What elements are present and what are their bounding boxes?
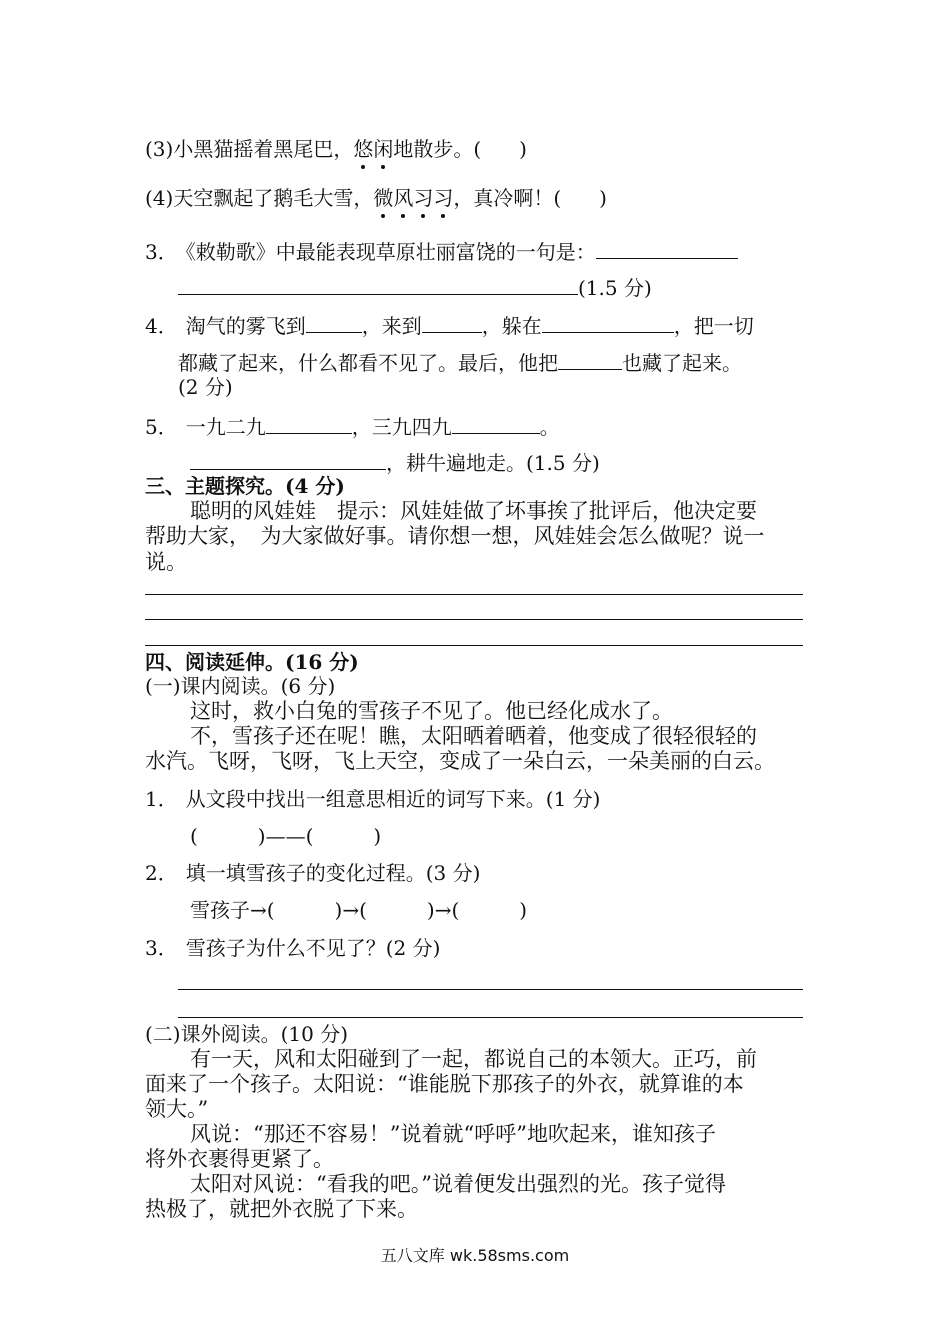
answer-blank[interactable] bbox=[178, 272, 578, 295]
story-line: 领大。” bbox=[145, 1097, 209, 1121]
item-text: 也藏了起来。 bbox=[622, 351, 742, 375]
answer-line[interactable] bbox=[145, 619, 803, 620]
item-5 bbox=[145, 411, 560, 441]
item-4 bbox=[145, 310, 754, 340]
answer-blank[interactable] bbox=[422, 310, 482, 333]
reading-question-2 bbox=[145, 859, 480, 887]
item-text: 《敕勒歌》中最能表现草原壮丽富饶的一句是： bbox=[185, 240, 596, 264]
item-number: 3． bbox=[145, 936, 178, 960]
passage-1-para2a: 不，雪孩子还在呢！瞧，太阳晒着晒着，他变成了很轻很轻的 bbox=[190, 724, 757, 748]
item-text: 填一填雪孩子的变化过程。(3 分) bbox=[185, 861, 481, 885]
item-text: 。 bbox=[539, 415, 560, 439]
answer-blank[interactable] bbox=[306, 310, 362, 333]
answer-line[interactable] bbox=[145, 645, 803, 646]
item-text: 雪孩子为什么不见了？(2 分) bbox=[185, 936, 441, 960]
item-text: ，耕牛遍地走。(1.5 分) bbox=[386, 451, 600, 475]
item-3-line2 bbox=[178, 272, 652, 302]
item-text: ，躲在 bbox=[481, 314, 542, 338]
reading-question-3 bbox=[145, 934, 440, 962]
item-4-score bbox=[178, 373, 233, 401]
item-number: 5． bbox=[145, 415, 178, 439]
footer-watermark: 五八文库 wk.58sms.com bbox=[380, 1246, 570, 1265]
emphasis-char: 闲 bbox=[373, 137, 394, 161]
answer-blank[interactable] bbox=[542, 310, 674, 333]
question-text: 地散步。( bbox=[393, 137, 482, 161]
item-text: ，来到 bbox=[361, 314, 422, 338]
answer-line[interactable] bbox=[178, 989, 803, 990]
item-text: ，三九四九 bbox=[351, 415, 452, 439]
reading-question-1-answer[interactable]: ( )——( ) bbox=[190, 824, 382, 848]
answer-blank[interactable] bbox=[596, 236, 738, 259]
story-line: 太阳对风说：“看我的吧。”说着便发出强烈的光。孩子觉得 bbox=[190, 1172, 726, 1196]
section-4-title: 四、阅读延伸。(16 分) bbox=[145, 650, 359, 674]
reading-question-1 bbox=[145, 785, 600, 813]
emphasis-char: 习 bbox=[413, 186, 434, 210]
question-4-dotted bbox=[145, 184, 607, 212]
item-number: 1． bbox=[145, 787, 178, 811]
answer-blank[interactable] bbox=[452, 411, 540, 434]
subsection-2-title: (二)课外阅读。(10 分) bbox=[145, 1022, 349, 1046]
answer-blank[interactable] bbox=[190, 447, 386, 470]
question-text: (4)天空飘起了鹅毛大雪， bbox=[145, 186, 374, 210]
story-line: 风说：“那还不容易！”说着就“呼呼”地吹起来，谁知孩子 bbox=[190, 1122, 716, 1146]
answer-blank[interactable] bbox=[266, 411, 352, 434]
emphasis-char: 悠 bbox=[353, 137, 374, 161]
item-text: 都藏了起来，什么都看不见了。最后，他把 bbox=[178, 351, 558, 375]
item-4-line2 bbox=[178, 347, 742, 377]
question-text: ) bbox=[519, 137, 527, 161]
section-3-title: 三、主题探究。(4 分) bbox=[145, 474, 345, 498]
score-label: (1.5 分) bbox=[578, 276, 652, 300]
item-text: 淘气的雾飞到 bbox=[185, 314, 306, 338]
answer-line[interactable] bbox=[178, 1017, 803, 1018]
item-number: 3． bbox=[145, 240, 178, 264]
passage-1-para2b: 水汽。飞呀，飞呀，飞上天空，变成了一朵白云，一朵美丽的白云。 bbox=[145, 749, 775, 773]
answer-blank[interactable] bbox=[558, 347, 622, 370]
section-3-prompt-line3: 说。 bbox=[145, 550, 187, 574]
item-text: ，把一切 bbox=[673, 314, 754, 338]
question-text: ，真冷啊！( bbox=[453, 186, 562, 210]
question-text: ) bbox=[599, 186, 607, 210]
emphasis-char: 习 bbox=[433, 186, 454, 210]
item-text: 一九二九 bbox=[185, 415, 266, 439]
answer-line[interactable] bbox=[145, 594, 803, 595]
subsection-1-title: (一)课内阅读。(6 分) bbox=[145, 674, 336, 698]
story-line: 将外衣裹得更紧了。 bbox=[145, 1147, 334, 1171]
story-line: 有一天，风和太阳碰到了一起，都说自己的本领大。正巧，前 bbox=[190, 1047, 757, 1071]
section-3-prompt-line1: 聪明的风娃娃 提示：风娃娃做了坏事挨了批评后，他决定要 bbox=[190, 499, 757, 523]
emphasis-char: 风 bbox=[393, 186, 414, 210]
section-3-prompt-line2: 帮助大家， 为大家做好事。请你想一想，风娃娃会怎么做呢？说一 bbox=[145, 524, 765, 548]
emphasis-char: 微 bbox=[373, 186, 394, 210]
passage-1-para1: 这时，救小白兔的雪孩子不见了。他已经化成水了。 bbox=[190, 699, 673, 723]
item-number: 2． bbox=[145, 861, 178, 885]
question-text: (3)小黑猫摇着黑尾巴， bbox=[145, 137, 354, 161]
reading-question-2-answer[interactable]: 雪孩子→( )→( )→( ) bbox=[190, 898, 528, 922]
story-line: 热极了，就把外衣脱了下来。 bbox=[145, 1197, 418, 1221]
score-label: (2 分) bbox=[178, 375, 233, 399]
item-text: 从文段中找出一组意思相近的词写下来。(1 分) bbox=[185, 787, 601, 811]
item-number: 4． bbox=[145, 314, 178, 338]
item-3 bbox=[145, 236, 738, 266]
story-line: 面来了一个孩子。太阳说：“谁能脱下那孩子的外衣，就算谁的本 bbox=[145, 1072, 744, 1096]
question-3-dotted bbox=[145, 135, 527, 163]
